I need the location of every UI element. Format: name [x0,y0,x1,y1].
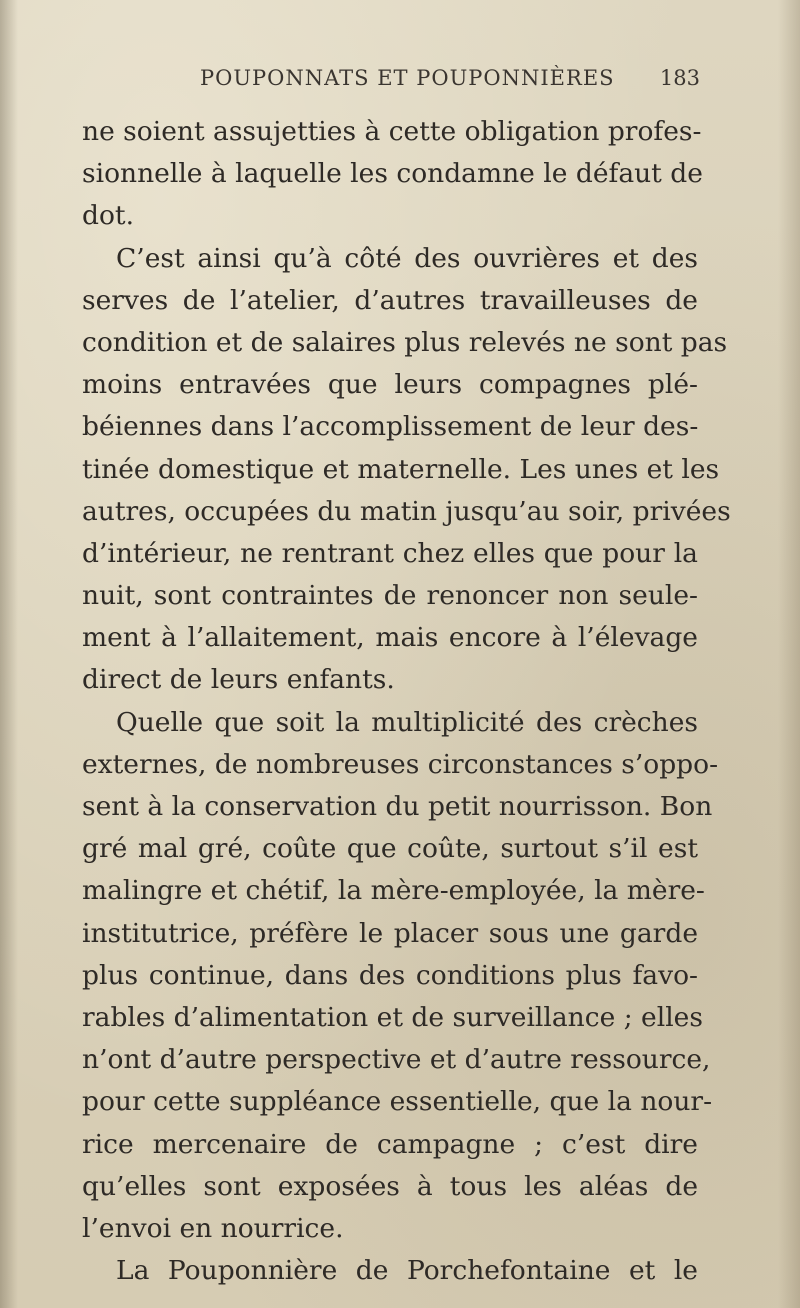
text-line: béiennes dans l’accomplissement de leur des- [82,411,699,443]
text-line: malingre et chétif, la mère-employée, la mère- [82,875,705,907]
text-line: ment à l’allaitement, mais encore à l’élevage [82,622,698,654]
text-line: serves de l’atelier, d’autres travailleuses de [82,284,698,316]
text-line: pour cette suppléance essentielle, que la nour- [82,1086,713,1118]
text-line: sent à la conservation du petit nourrisson. Bon [82,791,713,822]
text-line: direct de leurs enfants. [82,664,395,696]
text-line: tinée domestique et maternelle. Les unes et les [82,453,720,485]
text-line: condition et de salaires plus relevés ne sont pas [82,326,728,358]
text-line: autres, occupées du matin jusqu’au soir, privées [82,495,731,527]
text-line: ne soient assujetties à cette obligation profes- [82,116,702,147]
running-title: POUPONNATS ET POUPONNIÈRES [200,66,615,90]
text-line: n’ont d’autre perspective et d’autre ressource, [82,1044,711,1076]
text-line: dot. [82,200,134,232]
text-line: gré mal gré, coûte que coûte, surtout s’il est [82,833,698,865]
text-line: institutrice, préfère le placer sous une garde [82,917,698,949]
text-line: plus continue, dans des conditions plus favo- [82,959,698,991]
text-line: La Pouponnière de Porchefontaine et le [116,1255,698,1287]
text-line: sionnelle à laquelle les condamne le défaut de [82,158,703,190]
text-line: externes, de nombreuses circonstances s’oppo- [82,748,719,780]
text-line: rice mercenaire de campagne ; c’est dire [82,1128,698,1160]
text-line: Quelle que soit la multiplicité des crèches [116,706,698,738]
body-text [82,111,731,1292]
text-line: moins entravées que leurs compagnes plé- [82,369,698,401]
page-number: 183 [659,66,700,90]
text-line: l’envoi en nourrice. [82,1212,344,1244]
text-line: d’intérieur, ne rentrant chez elles que pour la [82,537,698,569]
text-line: qu’elles sont exposées à tous les aléas de [82,1170,698,1202]
text-line: C’est ainsi qu’à côté des ouvrières et des [116,242,698,274]
text-line: nuit, sont contraintes de renoncer non seule- [82,580,698,612]
page-edge-shadow-left [0,0,18,1308]
text-line: rables d’alimentation et de surveillance ; elles [82,1001,703,1033]
running-head [82,66,712,92]
page-edge-shadow-right [778,0,800,1308]
